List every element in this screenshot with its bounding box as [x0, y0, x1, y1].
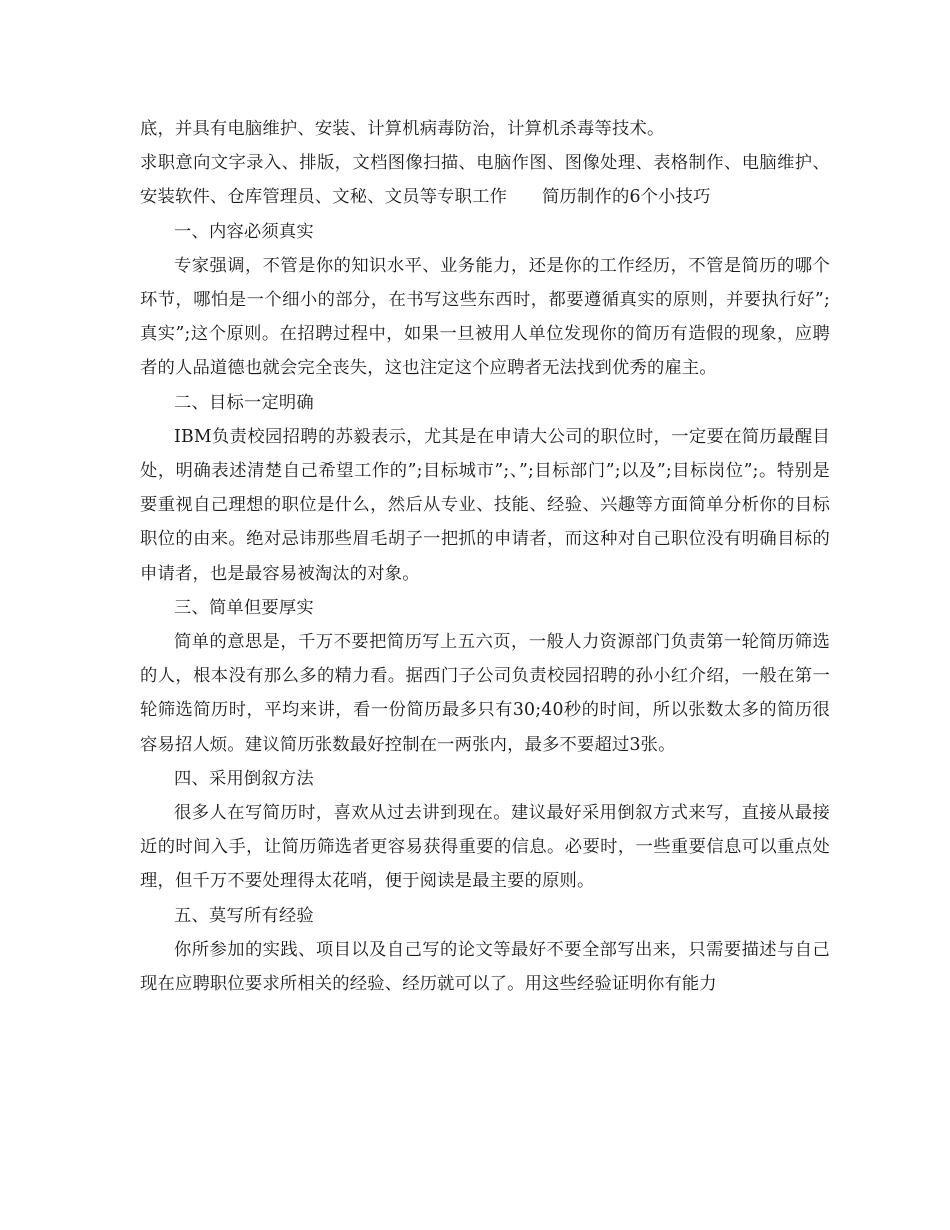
paragraph-skills-line: 底，并具有电脑维护、安装、计算机病毒防治，计算机杀毒等技术。 — [140, 119, 665, 139]
section-heading-2: 二、目标一定明确 — [174, 392, 314, 413]
paragraph-section-5: 你所参加的实践、项目以及自己写的论文等最好不要全部写出来，只需要描述与自己现在应聘职位要求所相关的经验、经历就可以了。用这些经验证明你有能力 — [140, 939, 830, 995]
paragraph-section-3: 简单的意思是，千万不要把简历写上五六页，一般人力资源部门负责第一轮简历筛选的人，根本没有那么多的精力看。据西门子公司负责校园招聘的孙小红介绍，一般在第一轮筛选简历时，平均来讲，看一份简历最多只有30;40秒的时间，所以张数太多的简历很容易招人烦。建议简历张数最好控制在一两张内，最多不要超过3张。 — [140, 632, 830, 755]
paragraph-section-1: 专家强调，不管是你的知识水平、业务能力，还是你的工作经历，不管是简历的哪个环节，哪怕是一个细小的部分，在书写这些东西时，都要遵循真实的原则，并要执行好”;真实”;这个原则。在招聘过程中，如果一旦被用人单位发现你的简历有造假的现象，应聘者的人品道德也就会完全丧失，这也注定这个应聘者无法找到优秀的雇主。 — [140, 255, 830, 379]
document-page — [140, 112, 830, 1001]
section-heading-3: 三、简单但要厚实 — [174, 597, 314, 618]
section-heading-1: 一、内容必须真实 — [174, 221, 314, 242]
section-heading-4: 四、采用倒叙方法 — [174, 768, 314, 789]
paragraph-section-4: 很多人在写简历时，喜欢从过去讲到现在。建议最好采用倒叙方式来写，直接从最接近的时间入手，让简历筛选者更容易获得重要的信息。必要时，一些重要信息可以重点处理，但千万不要处理得太花哨，便于阅读是最主要的原则。 — [140, 803, 830, 892]
section-heading-5: 五、莫写所有经验 — [174, 905, 314, 926]
paragraph-job-intention: 求职意向文字录入、排版，文档图像扫描、电脑作图、图像处理、表格制作、电脑维护、安装软件、仓库管理员、文秘、文员等专职工作 简历制作的6个小技巧 — [140, 153, 830, 208]
paragraph-section-2: IBM负责校园招聘的苏毅表示，尤其是在申请大公司的职位时，一定要在简历最醒目处，明确表述清楚自己希望工作的”;目标城市”;、”;目标部门”;以及”;目标岗位”;。特别是要重视自己理想的职位是什么，然后从专业、技能、经验、兴趣等方面简单分析你的目标职位的由来。绝对忌讳那些眉毛胡子一把抓的申请者，而这种对自己职位没有明确目标的申请者，也是最容易被淘汰的对象。 — [140, 426, 830, 584]
